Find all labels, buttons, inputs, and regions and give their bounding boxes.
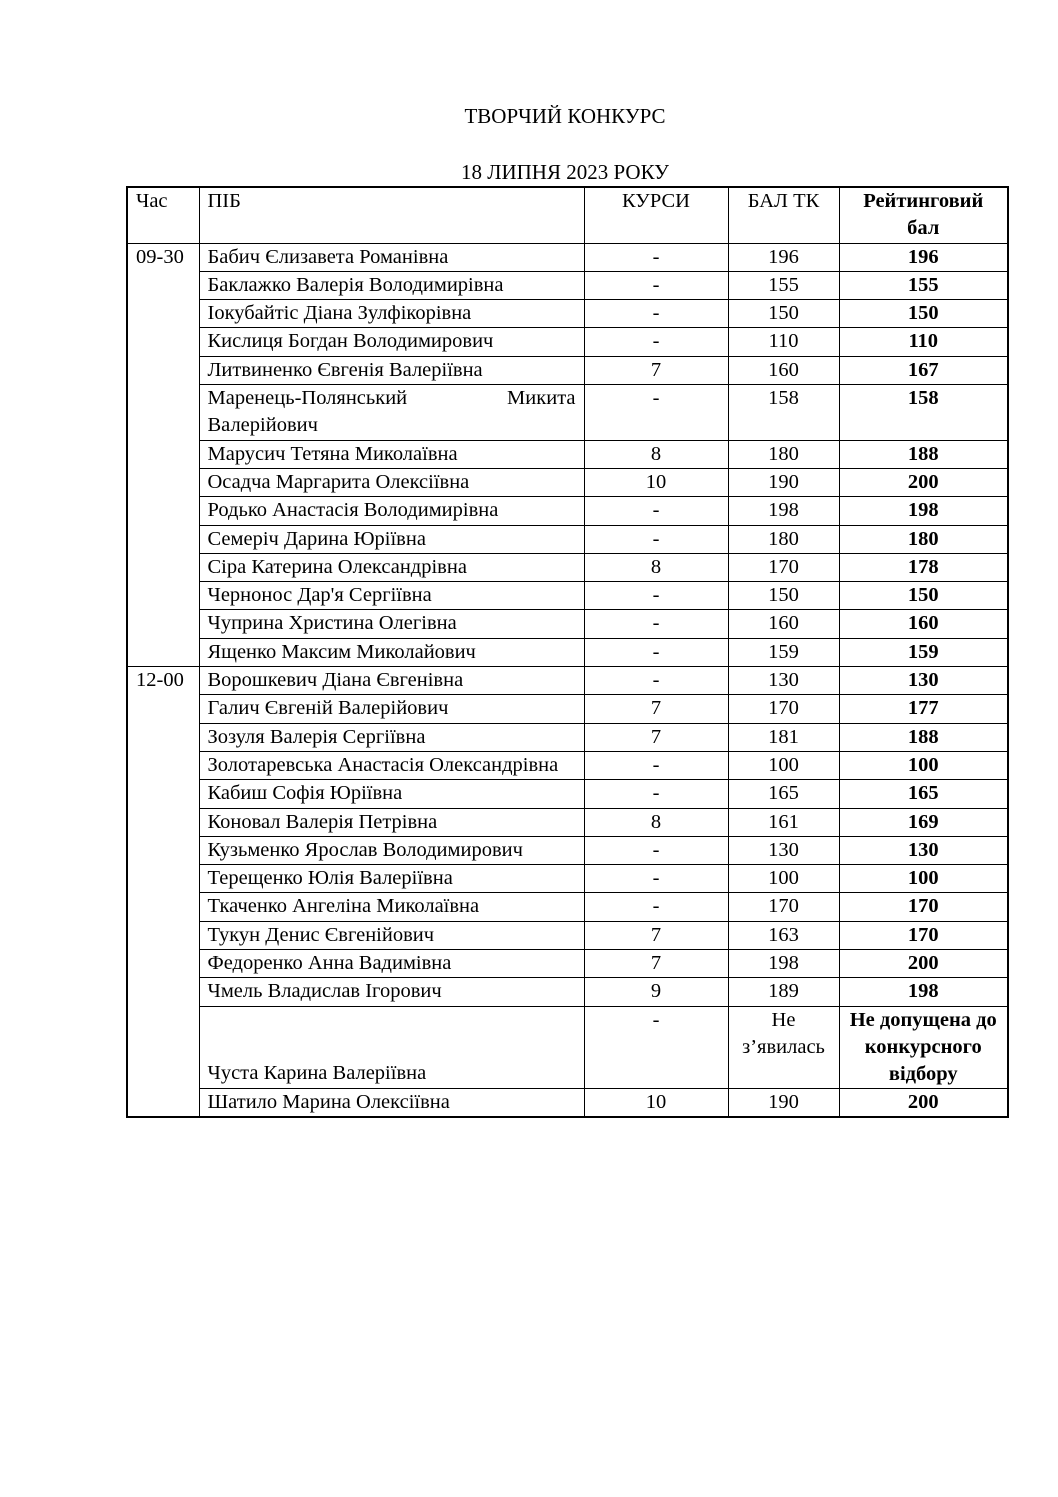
cell-bal-tk: 155	[728, 271, 839, 299]
header-time: Час	[127, 187, 199, 243]
table-row	[127, 723, 1008, 751]
cell-name: Сіра Катерина Олександрівна	[199, 553, 584, 581]
cell-bal-tk: 150	[728, 582, 839, 610]
table-row	[127, 328, 1008, 356]
cell-name: Чуприна Христина Олегівна	[199, 610, 584, 638]
cell-rating: 177	[839, 695, 1008, 723]
cell-bal-tk: 159	[728, 638, 839, 666]
cell-kursy: -	[584, 497, 728, 525]
cell-rating: 198	[839, 978, 1008, 1006]
table-row	[127, 582, 1008, 610]
cell-rating: 150	[839, 582, 1008, 610]
cell-bal-tk: 181	[728, 723, 839, 751]
cell-kursy: -	[584, 893, 728, 921]
cell-name: Кабиш Софія Юріївна	[199, 780, 584, 808]
table-row	[127, 271, 1008, 299]
cell-bal-tk: 170	[728, 553, 839, 581]
cell-rating: 169	[839, 808, 1008, 836]
table-row	[127, 356, 1008, 384]
document-date: 18 ЛИПНЯ 2023 РОКУ	[460, 160, 670, 184]
cell-kursy: 7	[584, 723, 728, 751]
cell-rating: 155	[839, 271, 1008, 299]
table-row	[127, 808, 1008, 836]
cell-kursy: -	[584, 525, 728, 553]
table-row	[127, 695, 1008, 723]
cell-name: Терещенко Юлія Валеріївна	[199, 865, 584, 893]
cell-rating: Не допущена до конкурсного відбору	[839, 1006, 1008, 1088]
cell-name: Зозуля Валерія Сергіївна	[199, 723, 584, 751]
cell-name: Ворошкевич Діана Євгенівна	[199, 667, 584, 695]
cell-name: Ященко Максим Миколайович	[199, 638, 584, 666]
cell-bal-tk: 163	[728, 921, 839, 949]
cell-bal-tk: 165	[728, 780, 839, 808]
table-row	[127, 497, 1008, 525]
cell-kursy: -	[584, 780, 728, 808]
table-row	[127, 950, 1008, 978]
table-row	[127, 836, 1008, 864]
cell-rating: 188	[839, 723, 1008, 751]
cell-bal-tk: 170	[728, 695, 839, 723]
cell-kursy: 7	[584, 921, 728, 949]
cell-rating: 170	[839, 921, 1008, 949]
cell-bal-tk: 160	[728, 610, 839, 638]
cell-kursy: -	[584, 328, 728, 356]
cell-rating: 170	[839, 893, 1008, 921]
table-row	[127, 525, 1008, 553]
cell-name: Семеріч Дарина Юріївна	[199, 525, 584, 553]
cell-bal-tk: 198	[728, 950, 839, 978]
cell-bal-tk: 196	[728, 243, 839, 271]
table-row	[127, 1006, 1008, 1088]
cell-bal-tk: 100	[728, 865, 839, 893]
cell-name: Галич Євгеній Валерійович	[199, 695, 584, 723]
cell-kursy: -	[584, 667, 728, 695]
cell-name: Кузьменко Ярослав Володимирович	[199, 836, 584, 864]
cell-kursy: -	[584, 610, 728, 638]
cell-name: Федоренко Анна Вадимівна	[199, 950, 584, 978]
cell-bal-tk: 190	[728, 468, 839, 496]
cell-bal-tk: 100	[728, 751, 839, 779]
cell-name: Тукун Денис Євгенійович	[199, 921, 584, 949]
table-row	[127, 243, 1008, 271]
cell-kursy: -	[584, 638, 728, 666]
cell-kursy: 7	[584, 695, 728, 723]
table-row	[127, 1088, 1008, 1117]
cell-rating: 150	[839, 300, 1008, 328]
cell-name: Шатило Марина Олексіївна	[199, 1088, 584, 1117]
cell-kursy: -	[584, 385, 728, 441]
table-row	[127, 921, 1008, 949]
cell-rating: 158	[839, 385, 1008, 441]
cell-time: 12-00	[127, 667, 199, 1117]
cell-name: Коновал Валерія Петрівна	[199, 808, 584, 836]
cell-rating: 165	[839, 780, 1008, 808]
cell-name: Осадча Маргарита Олексіївна	[199, 468, 584, 496]
table-header-row	[127, 187, 1008, 243]
cell-kursy: -	[584, 865, 728, 893]
table-row	[127, 468, 1008, 496]
table-row	[127, 610, 1008, 638]
cell-kursy: 8	[584, 440, 728, 468]
cell-rating: 200	[839, 1088, 1008, 1117]
cell-bal-tk: Не з’явилась	[728, 1006, 839, 1088]
cell-name: Баклажко Валерія Володимирівна	[199, 271, 584, 299]
table-row	[127, 667, 1008, 695]
cell-rating: 196	[839, 243, 1008, 271]
cell-rating: 100	[839, 865, 1008, 893]
cell-name: Марусич Тетяна Миколаївна	[199, 440, 584, 468]
cell-name: Кислиця Богдан Володимирович	[199, 328, 584, 356]
table-row	[127, 751, 1008, 779]
cell-bal-tk: 158	[728, 385, 839, 441]
cell-rating: 110	[839, 328, 1008, 356]
cell-rating: 200	[839, 950, 1008, 978]
cell-bal-tk: 160	[728, 356, 839, 384]
cell-name: Ткаченко Ангеліна Миколаївна	[199, 893, 584, 921]
cell-name: Чуста Карина Валеріївна	[199, 1006, 584, 1088]
cell-rating: 188	[839, 440, 1008, 468]
cell-kursy: -	[584, 751, 728, 779]
table-row	[127, 440, 1008, 468]
cell-name: Чмель Владислав Ігорович	[199, 978, 584, 1006]
table-row	[127, 553, 1008, 581]
cell-kursy: 7	[584, 950, 728, 978]
cell-rating: 200	[839, 468, 1008, 496]
cell-rating: 167	[839, 356, 1008, 384]
cell-bal-tk: 110	[728, 328, 839, 356]
cell-kursy: 10	[584, 1088, 728, 1117]
header-kursy: КУРСИ	[584, 187, 728, 243]
cell-kursy: -	[584, 271, 728, 299]
cell-name: Литвиненко Євгенія Валеріївна	[199, 356, 584, 384]
cell-kursy: 9	[584, 978, 728, 1006]
cell-bal-tk: 130	[728, 667, 839, 695]
cell-rating: 130	[839, 836, 1008, 864]
table-row	[127, 385, 1008, 441]
results-table	[126, 186, 1009, 1118]
cell-name: Золотаревська Анастасія Олександрівна	[199, 751, 584, 779]
cell-kursy: 8	[584, 553, 728, 581]
cell-bal-tk: 180	[728, 525, 839, 553]
cell-rating: 198	[839, 497, 1008, 525]
cell-bal-tk: 180	[728, 440, 839, 468]
cell-rating: 180	[839, 525, 1008, 553]
table-row	[127, 638, 1008, 666]
table-row	[127, 780, 1008, 808]
cell-rating: 100	[839, 751, 1008, 779]
cell-kursy: -	[584, 582, 728, 610]
header-rating: Рейтинговий бал	[839, 187, 1008, 243]
cell-kursy: -	[584, 1006, 728, 1088]
document-title: ТВОРЧИЙ КОНКУРС	[464, 104, 666, 128]
cell-rating: 159	[839, 638, 1008, 666]
cell-kursy: -	[584, 243, 728, 271]
cell-bal-tk: 150	[728, 300, 839, 328]
table-body	[127, 243, 1008, 1117]
cell-name: Маренець-Полянський Микита Валерійович	[199, 385, 584, 441]
cell-rating: 160	[839, 610, 1008, 638]
cell-kursy: -	[584, 836, 728, 864]
cell-kursy: 8	[584, 808, 728, 836]
cell-rating: 178	[839, 553, 1008, 581]
cell-kursy: 10	[584, 468, 728, 496]
cell-bal-tk: 190	[728, 1088, 839, 1117]
header-name: ПІБ	[199, 187, 584, 243]
cell-time: 09-30	[127, 243, 199, 666]
table-row	[127, 300, 1008, 328]
cell-bal-tk: 189	[728, 978, 839, 1006]
table-row	[127, 893, 1008, 921]
table-row	[127, 978, 1008, 1006]
cell-name: Бабич Єлизавета Романівна	[199, 243, 584, 271]
cell-bal-tk: 170	[728, 893, 839, 921]
cell-rating: 130	[839, 667, 1008, 695]
cell-name: Родько Анастасія Володимирівна	[199, 497, 584, 525]
cell-name: Іокубайтіс Діана Зулфікорівна	[199, 300, 584, 328]
cell-bal-tk: 198	[728, 497, 839, 525]
cell-kursy: 7	[584, 356, 728, 384]
cell-kursy: -	[584, 300, 728, 328]
header-bal-tk: БАЛ ТК	[728, 187, 839, 243]
cell-name: Чернонос Дар'я Сергіївна	[199, 582, 584, 610]
cell-bal-tk: 161	[728, 808, 839, 836]
table-row	[127, 865, 1008, 893]
cell-bal-tk: 130	[728, 836, 839, 864]
